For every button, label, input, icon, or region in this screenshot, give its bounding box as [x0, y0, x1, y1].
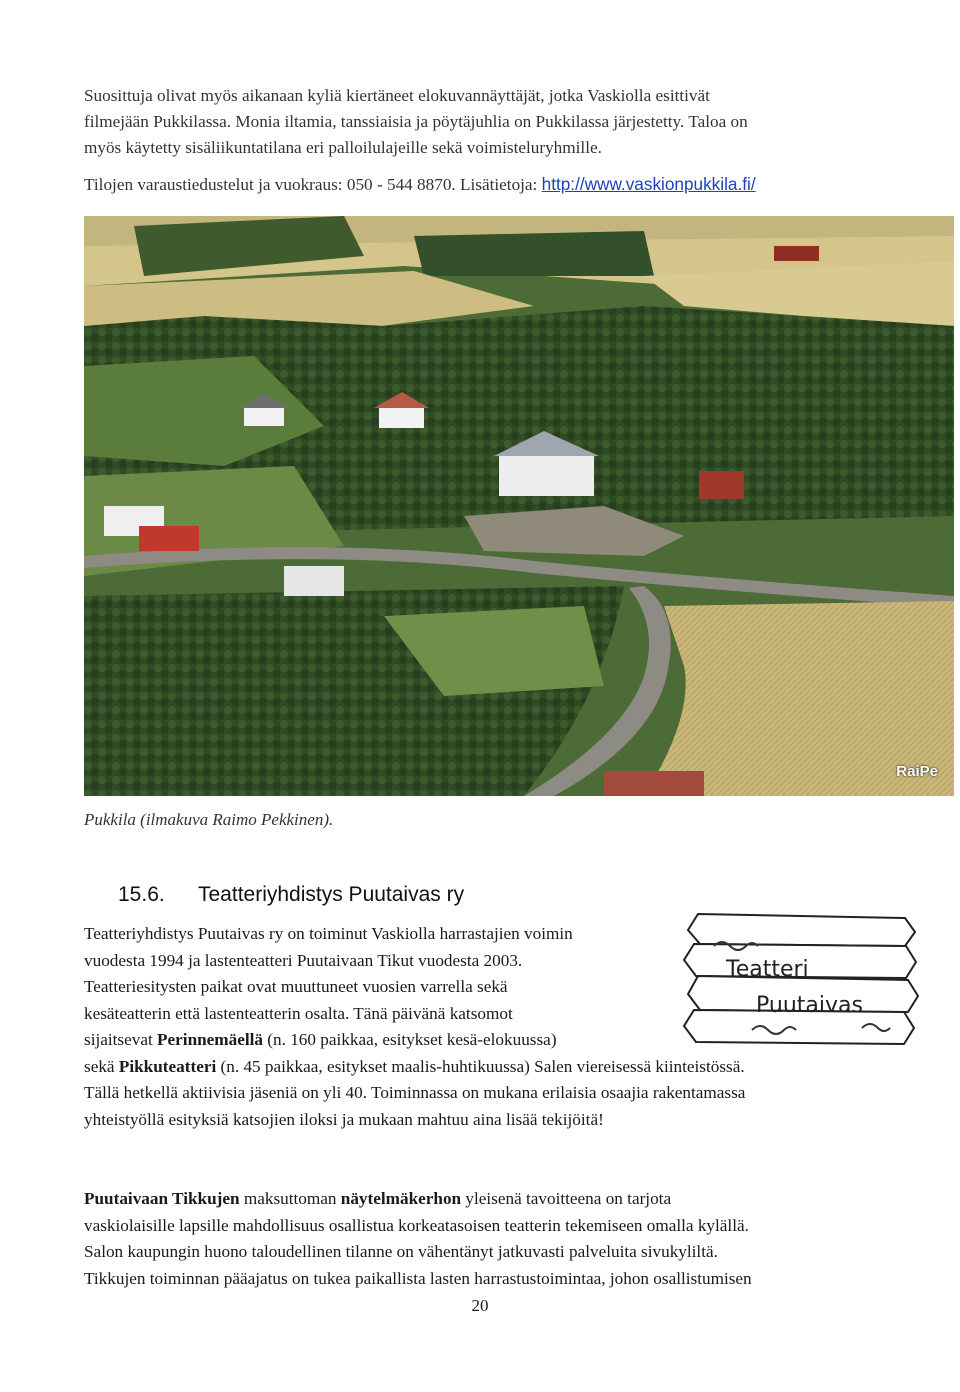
website-link[interactable]: http://www.vaskionpukkila.fi/ [541, 174, 756, 194]
tikut-paragraph [84, 1186, 752, 1292]
intro-line: myös käytetty sisäliikuntatilana eri palloilulajeille sekä voimisteluryhmille. [84, 138, 602, 157]
aerial-photo-image [84, 216, 954, 796]
text-run: sijaitsevat [84, 1030, 158, 1049]
tikkujen-bold: Puutaivaan Tikkujen [84, 1189, 240, 1208]
text-run: maksuttoman [239, 1189, 341, 1208]
paragraph-line: Tikkujen toiminnan pääajatus on tukea paikallista lasten harrastustoimintaa, johon osallistumisen [84, 1268, 752, 1288]
intro-paragraph [84, 83, 884, 198]
paragraph-line: vuodesta 1994 ja lastenteatteri Puutaivaan Tikut vuodesta 2003. [84, 950, 523, 970]
paragraph-line: kesäteatterin että lastenteatterin osalta. Tänä päivänä katsomot [84, 1003, 513, 1023]
intro-line: Suosittuja olivat myös aikanaan kyliä kiertäneet elokuvannäyttäjät, jotka Vaskiolla esittivät [84, 86, 710, 105]
paragraph-line [84, 1186, 752, 1213]
contact-text: Tilojen varaustiedustelut ja vuokraus: 050 - 544 8870. Lisätietoja: [84, 175, 542, 194]
section-title: Teatteriyhdistys Puutaivas ry [198, 883, 465, 906]
photo-caption: Pukkila (ilmakuva Raimo Pekkinen). [84, 810, 334, 829]
aerial-photo [84, 216, 954, 796]
section-heading [118, 883, 464, 907]
perinnemaki-bold: Perinnemäellä [157, 1030, 263, 1049]
text-run: yleisenä tavoitteena on tarjota [461, 1189, 672, 1208]
page-number: 20 [471, 1296, 489, 1315]
text-run: (n. 160 paikkaa, esitykset kesä-elokuussa) [263, 1030, 557, 1049]
paragraph-line: Teatteriyhdistys Puutaivas ry on toiminut Vaskiolla harrastajien voimin [84, 924, 573, 943]
paragraph-line: Tällä hetkellä aktiivisia jäseniä on yli 40. Toiminnassa on mukana erilaisia osaajia rakentamassa [84, 1083, 746, 1102]
paragraph-line: vaskiolaisille lapsille mahdollisuus osallistua korkeatasoisen teatterin tekemiseen omalla kylällä. [84, 1215, 749, 1235]
paragraph-line: Salon kaupungin huono taloudellinen tilanne on vähentänyt jatkuvasti palveluita sivukyliltä. [84, 1242, 718, 1261]
intro-line: filmejään Pukkilassa. Monia iltamia, tanssiaisia ja pöytäjuhlia on Pukkilassa järjestetty. Taloa on [84, 112, 748, 131]
naytelmakerho-bold: näytelmäkerhon [340, 1189, 462, 1208]
section-number: 15.6. [118, 883, 165, 906]
paragraph-line [84, 1054, 745, 1081]
paragraph-line: Teatteriesitysten paikat ovat muuttuneet vuosien varrella sekä [84, 977, 508, 996]
logo-word-teatteri: Teatteri [726, 957, 809, 982]
pikkuteatteri-bold: Pikkuteatteri [118, 1056, 217, 1076]
theatre-paragraph [84, 921, 745, 1133]
text-run: sekä [84, 1056, 119, 1076]
contact-line [84, 171, 884, 198]
paragraph-line [84, 1027, 745, 1054]
photo-watermark: RaiPe [896, 763, 938, 780]
paragraph-line: yhteistyöllä esityksiä katsojien iloksi ja mukaan mahtuu aina lisää tekijöitä! [84, 1109, 604, 1129]
logo-word-puutaivas: Puutaivas [756, 993, 863, 1018]
text-run: (n. 45 paikkaa, esitykset maalis-huhtikuussa) Salen viereisessä kiinteistössä. [216, 1056, 745, 1076]
